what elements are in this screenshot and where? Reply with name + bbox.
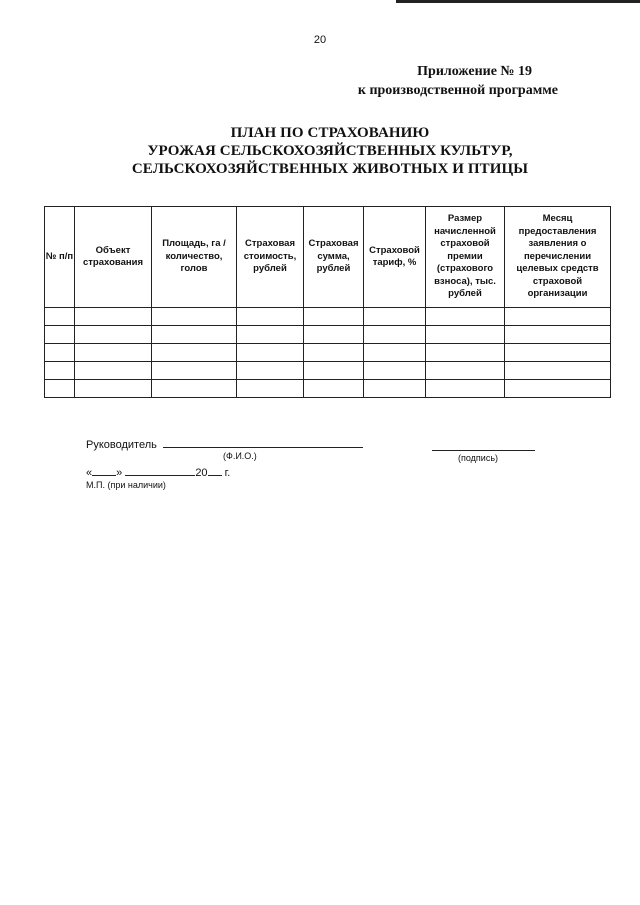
- header-cell-tariff: Страховой тариф, %: [364, 207, 426, 308]
- header-cell-month: Месяц предоставления заявления о перечислении целевых средств страховой организации: [505, 207, 611, 308]
- appendix-heading: [358, 62, 558, 100]
- table-row: [45, 380, 611, 398]
- header-cell-insured-value: Страховая стоимость, рублей: [237, 207, 304, 308]
- table-cell[interactable]: [75, 308, 152, 326]
- date-close-quote: »: [116, 467, 123, 479]
- table-cell[interactable]: [237, 362, 304, 380]
- table-cell[interactable]: [426, 326, 505, 344]
- table-cell[interactable]: [45, 362, 75, 380]
- table-cell[interactable]: [505, 380, 611, 398]
- title-line-1: ПЛАН ПО СТРАХОВАНИЮ: [230, 125, 430, 141]
- date-line: [86, 465, 230, 479]
- table-cell[interactable]: [75, 380, 152, 398]
- table-row: [45, 344, 611, 362]
- table-row: [45, 326, 611, 344]
- appendix-reference: к производственной программе: [357, 83, 558, 98]
- table-cell[interactable]: [364, 326, 426, 344]
- month-blank[interactable]: [125, 465, 195, 476]
- table-cell[interactable]: [426, 308, 505, 326]
- table-body: [45, 308, 611, 398]
- header-cell-insured-sum: Страховая сумма, рублей: [304, 207, 364, 308]
- header-cell-area: Площадь, га / количество, голов: [152, 207, 237, 308]
- year-blank[interactable]: [208, 465, 222, 476]
- signature-caption: (подпись): [458, 453, 499, 463]
- table-row: [45, 362, 611, 380]
- table-cell[interactable]: [304, 308, 364, 326]
- table-cell[interactable]: [152, 326, 237, 344]
- page-number: 20: [313, 34, 327, 46]
- signature-blank[interactable]: [432, 440, 535, 451]
- table-cell[interactable]: [237, 380, 304, 398]
- table-cell[interactable]: [45, 308, 75, 326]
- date-open-quote: «: [86, 467, 93, 479]
- insurance-plan-table: [44, 206, 611, 398]
- table-cell[interactable]: [75, 344, 152, 362]
- document-title: [0, 124, 640, 178]
- table-cell[interactable]: [152, 344, 237, 362]
- table-cell[interactable]: [237, 326, 304, 344]
- table-cell[interactable]: [505, 344, 611, 362]
- table-row: [45, 308, 611, 326]
- day-blank[interactable]: [92, 465, 116, 476]
- date-suffix: г.: [224, 467, 231, 479]
- table-cell[interactable]: [152, 308, 237, 326]
- table-cell[interactable]: [505, 362, 611, 380]
- table-cell[interactable]: [45, 380, 75, 398]
- table-cell[interactable]: [152, 362, 237, 380]
- table-cell[interactable]: [364, 344, 426, 362]
- head-label: Руководитель: [86, 439, 157, 451]
- table-cell[interactable]: [45, 344, 75, 362]
- table-cell[interactable]: [304, 380, 364, 398]
- table-cell[interactable]: [75, 326, 152, 344]
- table-cell[interactable]: [304, 326, 364, 344]
- table-cell[interactable]: [505, 308, 611, 326]
- table-cell[interactable]: [364, 362, 426, 380]
- title-line-2: УРОЖАЯ СЕЛЬСКОХОЗЯЙСТВЕННЫХ КУЛЬТУР,: [147, 143, 513, 159]
- table-cell[interactable]: [505, 326, 611, 344]
- table-cell[interactable]: [426, 344, 505, 362]
- year-prefix: 20: [195, 467, 208, 479]
- fio-blank[interactable]: [163, 437, 363, 448]
- title-line-3: СЕЛЬСКОХОЗЯЙСТВЕННЫХ ЖИВОТНЫХ И ПТИЦЫ: [131, 161, 529, 177]
- appendix-number: Приложение № 19: [417, 64, 532, 79]
- table-header-row: [45, 207, 611, 308]
- table-cell[interactable]: [75, 362, 152, 380]
- table-cell[interactable]: [364, 380, 426, 398]
- header-cell-object: Объект страхования: [75, 207, 152, 308]
- table-cell[interactable]: [152, 380, 237, 398]
- table-cell[interactable]: [237, 308, 304, 326]
- table-cell[interactable]: [237, 344, 304, 362]
- table-cell[interactable]: [426, 380, 505, 398]
- table-cell[interactable]: [304, 362, 364, 380]
- head-signature-line: [86, 437, 363, 451]
- table-cell[interactable]: [364, 308, 426, 326]
- header-cell-premium: Размер начисленной страховой премии (страхового взноса), тыс. рублей: [426, 207, 505, 308]
- table-cell[interactable]: [426, 362, 505, 380]
- stamp-note: М.П. (при наличии): [86, 480, 166, 490]
- header-cell-number: № п/п: [45, 207, 75, 308]
- table-cell[interactable]: [45, 326, 75, 344]
- table-cell[interactable]: [304, 344, 364, 362]
- scan-edge-line: [396, 0, 640, 3]
- fio-caption: (Ф.И.О.): [223, 451, 257, 461]
